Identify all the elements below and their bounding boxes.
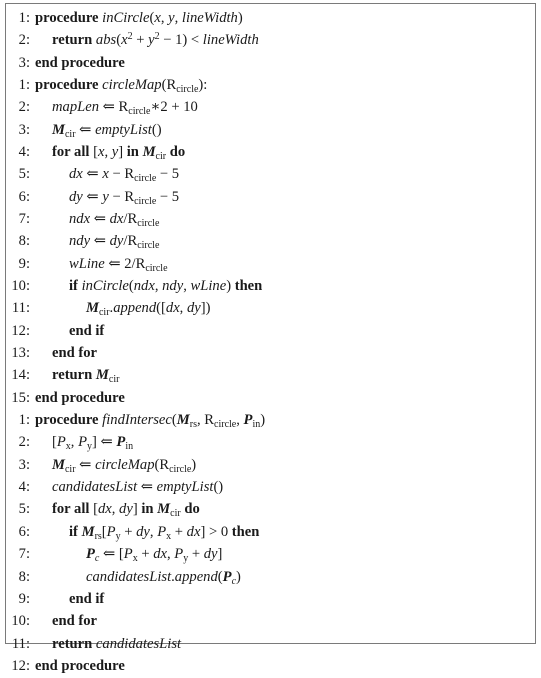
- code-text: end for: [52, 345, 97, 362]
- code-text: procedure inCircle(x, y, lineWidth): [35, 10, 243, 26]
- code-text: end if: [69, 590, 105, 607]
- code-text: $P_c$ ⇐ [$P_x$ + dx, $P_y + dy$]: [86, 546, 223, 565]
- code-text: ndy ⇐ $dy/R_{circle}$: [69, 233, 160, 252]
- line-number: 6:: [18, 523, 30, 540]
- line-number: 2:: [18, 32, 30, 49]
- line-number: 7:: [18, 211, 30, 228]
- line-number: 6:: [18, 188, 30, 205]
- line-number: 3:: [18, 54, 30, 71]
- line-number: 4:: [18, 144, 30, 161]
- code-text: dx ⇐ $x - R_{circle} - 5$: [69, 166, 180, 185]
- code-text: end for: [52, 613, 97, 630]
- code-text: return candidatesList: [52, 635, 182, 652]
- line-number: 9:: [18, 590, 30, 607]
- line-number: 13:: [11, 345, 30, 362]
- code-text: procedure $findIntersec(M_{rs}$, $R_{circle}$, $P_{in}$): [35, 412, 266, 431]
- code-text: for all [dx, dy] in $M_{cir}$ do: [52, 501, 200, 520]
- algorithm-listing: [5, 3, 536, 674]
- code-text: if inCircle(ndx, ndy, wLine) then: [69, 278, 263, 295]
- code-text: return $abs(x^2 + y^2 - 1)$ < lineWidth: [52, 31, 259, 49]
- line-number: 8:: [18, 233, 30, 250]
- line-number: 1:: [18, 10, 30, 26]
- code-text: [$P_x$, $P_y$] ⇐ $P_{in}$: [52, 434, 134, 453]
- code-text: ndx ⇐ $dx/R_{circle}$: [69, 211, 160, 230]
- line-number: 12:: [11, 322, 30, 339]
- line-number: 1:: [18, 412, 30, 429]
- line-number: 10:: [11, 613, 30, 630]
- code-text: $M_{cir}$ ⇐ emptyList(): [52, 121, 162, 140]
- code-text: end procedure: [35, 54, 125, 71]
- line-number: 3:: [18, 456, 30, 473]
- line-number: 8:: [18, 568, 30, 585]
- code-text: for all [x, y] in $M_{cir}$ do: [52, 144, 186, 163]
- code-text: procedure $circleMap(R_{circle})$:: [35, 77, 208, 96]
- code-text: if $M_{rs}[P_y$ + dy, $P_x + dx] > 0$ then: [69, 523, 260, 542]
- line-number: 2:: [18, 434, 30, 451]
- line-number: 12:: [11, 657, 30, 674]
- code-text: candidatesList ⇐ emptyList(): [52, 479, 224, 496]
- line-number: 10:: [11, 278, 30, 295]
- line-number: 7:: [18, 546, 30, 563]
- code-text: mapLen ⇐ $R_{circle}∗2 + 10$: [52, 99, 198, 118]
- code-text: dy ⇐ $y - R_{circle} - 5$: [69, 188, 180, 207]
- line-number: 11:: [11, 300, 30, 317]
- code-text: end if: [69, 322, 105, 339]
- line-number: 4:: [18, 479, 30, 496]
- code-text: $candidatesList.append(P_c)$: [86, 568, 241, 587]
- line-number: 1:: [18, 77, 30, 94]
- line-number: 5:: [18, 166, 30, 183]
- line-number: 14:: [11, 367, 30, 384]
- line-number: 3:: [18, 121, 30, 138]
- line-number: 11:: [11, 635, 30, 652]
- code-text: $M_{cir}$ ⇐ $circleMap(R_{circle})$: [52, 456, 197, 475]
- code-text: wLine ⇐ $2/R_{circle}$: [69, 255, 168, 274]
- code-text: return $M_{cir}$: [52, 367, 120, 386]
- line-number: 2:: [18, 99, 30, 116]
- code-text: end procedure: [35, 389, 125, 406]
- line-number: 15:: [11, 389, 30, 406]
- line-number: 5:: [18, 501, 30, 518]
- line-number: 9:: [18, 255, 30, 272]
- code-text: end procedure: [35, 657, 125, 674]
- code-text: $M_{cir}.append([dx$, dy]): [86, 300, 211, 319]
